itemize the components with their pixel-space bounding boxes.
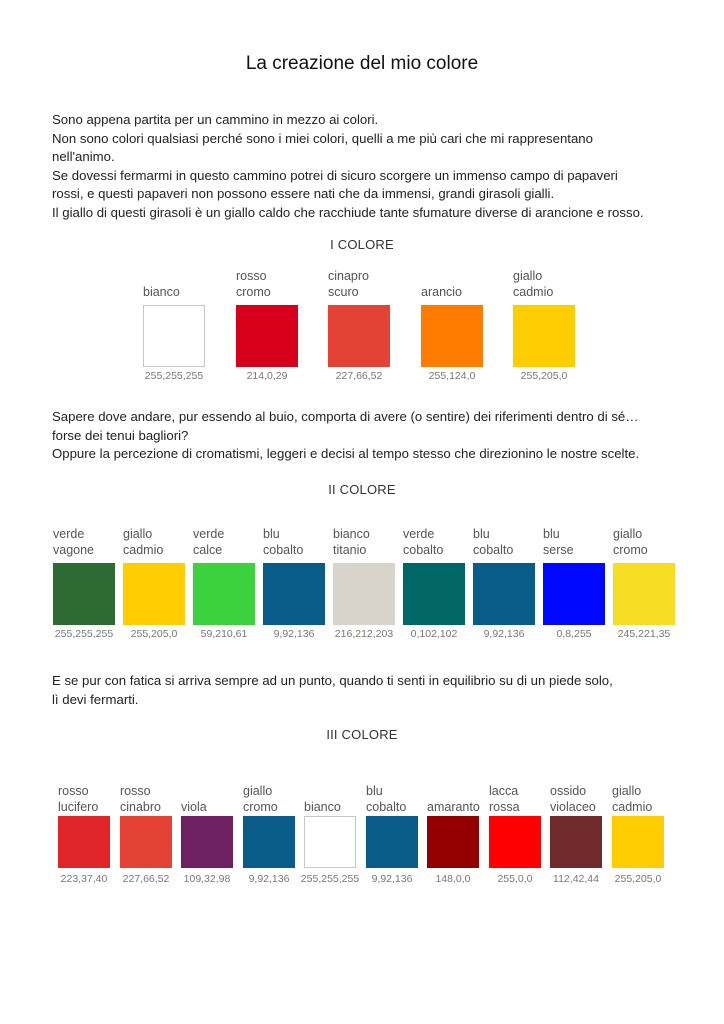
swatch-label bbox=[181, 799, 207, 815]
swatch-label bbox=[123, 526, 163, 558]
swatch-label bbox=[427, 799, 480, 815]
swatch-label-line: verde bbox=[193, 527, 225, 541]
page-title: La creazione del mio colore bbox=[245, 53, 479, 74]
color-swatch bbox=[328, 305, 390, 367]
swatch-label-line: cobalto bbox=[403, 543, 444, 557]
swatch-label bbox=[613, 526, 648, 558]
swatch-rgb-value: 255,205,0 bbox=[130, 628, 178, 640]
swatch-label-line: cromo bbox=[243, 800, 278, 814]
color-swatch bbox=[421, 305, 483, 367]
para3-line: E se pur con fatica si arriva sempre ad un punto, quando ti senti in equilibrio su di un piede solo, bbox=[52, 673, 613, 688]
color-swatch bbox=[53, 563, 115, 625]
swatch-rgb-value: 255,255,255 bbox=[54, 628, 114, 640]
swatch-label-line: rosso bbox=[120, 784, 151, 798]
swatch-label-line: blu bbox=[366, 784, 383, 798]
swatch-label bbox=[328, 268, 369, 300]
color-swatch bbox=[489, 816, 541, 868]
swatch-label-line: arancio bbox=[421, 285, 462, 299]
swatch-label bbox=[236, 268, 271, 300]
third-paragraph bbox=[52, 672, 672, 709]
swatch-label-line: violaceo bbox=[550, 800, 596, 814]
swatch-rgb-value: 112,42,44 bbox=[553, 873, 599, 885]
swatch-label-line: blu bbox=[473, 527, 490, 541]
swatch-label-line: giallo bbox=[513, 269, 543, 283]
color-swatch bbox=[550, 816, 602, 868]
swatch-label-line: rosso bbox=[58, 784, 89, 798]
swatch-label-line: blu bbox=[263, 527, 280, 541]
color-swatch bbox=[193, 563, 255, 625]
swatch-label-line: blu bbox=[543, 527, 560, 541]
intro-line: nell'animo. bbox=[52, 149, 115, 165]
color-swatch bbox=[513, 305, 575, 367]
swatch-label-line: bianco bbox=[333, 527, 370, 541]
swatch-label bbox=[333, 526, 370, 558]
swatch-label-line: calce bbox=[193, 543, 223, 557]
swatch-label-line: cobalto bbox=[473, 543, 514, 557]
swatch-rgb-value: 0,102,102 bbox=[410, 628, 458, 640]
swatch-rgb-value: 216,212,203 bbox=[334, 628, 394, 640]
color-swatch bbox=[243, 816, 295, 868]
swatch-label bbox=[612, 783, 652, 815]
color-swatch bbox=[612, 816, 664, 868]
section-title-3: III COLORE bbox=[326, 727, 398, 742]
color-swatch bbox=[123, 563, 185, 625]
para2-line: Sapere dove andare, pur essendo al buio, comporta di avere (o sentire) dei riferimenti dentro di sé… bbox=[52, 409, 639, 424]
swatch-label bbox=[421, 284, 462, 300]
swatch-label bbox=[543, 526, 574, 558]
swatch-label-line: vagone bbox=[53, 543, 95, 557]
swatch-label bbox=[489, 783, 520, 815]
color-swatch bbox=[613, 563, 675, 625]
para2-line: forse dei tenui bagliori? bbox=[52, 427, 189, 443]
swatch-rgb-value: 109,32,98 bbox=[183, 873, 231, 885]
swatch-label-line: cobalto bbox=[263, 543, 304, 557]
swatch-label-line: verde bbox=[53, 527, 85, 541]
swatch-label bbox=[263, 526, 303, 558]
swatch-rgb-value: 9,92,136 bbox=[483, 628, 525, 640]
para2-line: Oppure la percezione di cromatismi, leggeri e decisi al tempo stesso che direzionino le nostre scelte. bbox=[52, 446, 640, 462]
color-swatch bbox=[427, 816, 479, 868]
swatch-label-line: titanio bbox=[333, 543, 367, 557]
color-swatch bbox=[181, 816, 233, 868]
color-swatch bbox=[143, 305, 205, 367]
color-swatch bbox=[304, 816, 356, 868]
swatch-label-line: rosso bbox=[236, 269, 267, 283]
color-swatch bbox=[366, 816, 418, 868]
swatch-rgb-value: 9,92,136 bbox=[273, 628, 315, 640]
swatch-label-line: cobalto bbox=[366, 800, 407, 814]
swatch-rgb-value: 0,8,255 bbox=[556, 628, 592, 640]
swatch-label bbox=[58, 783, 98, 815]
color-swatch bbox=[333, 563, 395, 625]
swatch-rgb-value: 148,0,0 bbox=[435, 873, 471, 885]
swatch-label-line: scuro bbox=[328, 285, 359, 299]
swatch-rgb-value: 223,37,40 bbox=[60, 873, 108, 885]
swatch-label-line: cromo bbox=[236, 285, 271, 299]
swatch-label-line: serse bbox=[543, 543, 574, 557]
intro-line: Sono appena partita per un cammino in mezzo ai colori. bbox=[52, 112, 379, 127]
color-swatch bbox=[120, 816, 172, 868]
swatch-label bbox=[304, 799, 341, 815]
swatch-label-line: cadmio bbox=[513, 285, 554, 299]
swatch-label-line: lacca bbox=[489, 784, 519, 798]
swatch-label-line: giallo bbox=[612, 784, 642, 798]
swatch-label bbox=[53, 526, 94, 558]
swatch-label bbox=[193, 526, 224, 558]
swatch-label-line: viola bbox=[181, 800, 207, 814]
swatch-rgb-value: 9,92,136 bbox=[248, 873, 290, 885]
swatch-rgb-value: 227,66,52 bbox=[122, 873, 170, 885]
intro-line: Il giallo di questi girasoli è un giallo caldo che racchiude tante sfumature diverse di arancione e rosso. bbox=[52, 204, 644, 220]
swatch-rgb-value: 255,0,0 bbox=[497, 873, 533, 885]
color-swatch bbox=[236, 305, 298, 367]
swatch-label bbox=[143, 284, 180, 300]
para3-line: lì devi fermarti. bbox=[52, 691, 139, 707]
swatch-label bbox=[473, 526, 513, 558]
swatch-label-line: ossido bbox=[550, 784, 587, 798]
section-title-2: II COLORE bbox=[328, 482, 396, 497]
swatch-rgb-value: 227,66,52 bbox=[335, 370, 383, 382]
intro-paragraph bbox=[52, 111, 672, 223]
swatch-rgb-value: 255,255,255 bbox=[300, 873, 360, 885]
swatch-label-line: giallo bbox=[613, 527, 643, 541]
intro-line: Non sono colori qualsiasi perché sono i miei colori, quelli a me più cari che mi rappresentano bbox=[52, 130, 593, 146]
section-title-1: I COLORE bbox=[330, 237, 394, 252]
second-paragraph bbox=[52, 408, 672, 464]
swatch-label bbox=[120, 783, 161, 815]
swatch-label-line: verde bbox=[403, 527, 435, 541]
swatch-label-line: bianco bbox=[143, 285, 180, 299]
swatch-rgb-value: 255,124,0 bbox=[428, 370, 476, 382]
swatch-rgb-value: 214,0,29 bbox=[246, 370, 288, 382]
color-swatch bbox=[543, 563, 605, 625]
swatch-label bbox=[513, 268, 553, 300]
color-swatch bbox=[473, 563, 535, 625]
color-swatch bbox=[403, 563, 465, 625]
color-swatch bbox=[58, 816, 110, 868]
swatch-label bbox=[550, 783, 596, 815]
swatch-label-line: lucifero bbox=[58, 800, 99, 814]
swatch-label-line: cadmio bbox=[612, 800, 653, 814]
intro-line: Se dovessi fermarmi in questo cammino potrei di sicuro scorgere un immenso campo di papaveri bbox=[52, 167, 618, 183]
swatch-label-line: rossa bbox=[489, 800, 520, 814]
swatch-rgb-value: 255,205,0 bbox=[520, 370, 568, 382]
swatch-label bbox=[243, 783, 278, 815]
swatch-label-line: cadmio bbox=[123, 543, 164, 557]
swatch-label-line: cinapro bbox=[328, 269, 369, 283]
swatch-rgb-value: 255,255,255 bbox=[144, 370, 204, 382]
swatch-label bbox=[403, 526, 443, 558]
swatch-label-line: giallo bbox=[243, 784, 273, 798]
swatch-label-line: giallo bbox=[123, 527, 153, 541]
color-swatch bbox=[263, 563, 325, 625]
swatch-label bbox=[366, 783, 406, 815]
swatch-label-line: cromo bbox=[613, 543, 648, 557]
swatch-label-line: cinabro bbox=[120, 800, 161, 814]
swatch-label-line: bianco bbox=[304, 800, 341, 814]
swatch-rgb-value: 245,221,35 bbox=[617, 628, 671, 640]
swatch-rgb-value: 255,205,0 bbox=[614, 873, 662, 885]
swatch-rgb-value: 9,92,136 bbox=[371, 873, 413, 885]
swatch-rgb-value: 59,210,61 bbox=[200, 628, 248, 640]
intro-line: rossi, e questi papaveri non possono essere nati che da immensi, grandi girasoli gialli. bbox=[52, 186, 555, 202]
swatch-label-line: amaranto bbox=[427, 800, 480, 814]
